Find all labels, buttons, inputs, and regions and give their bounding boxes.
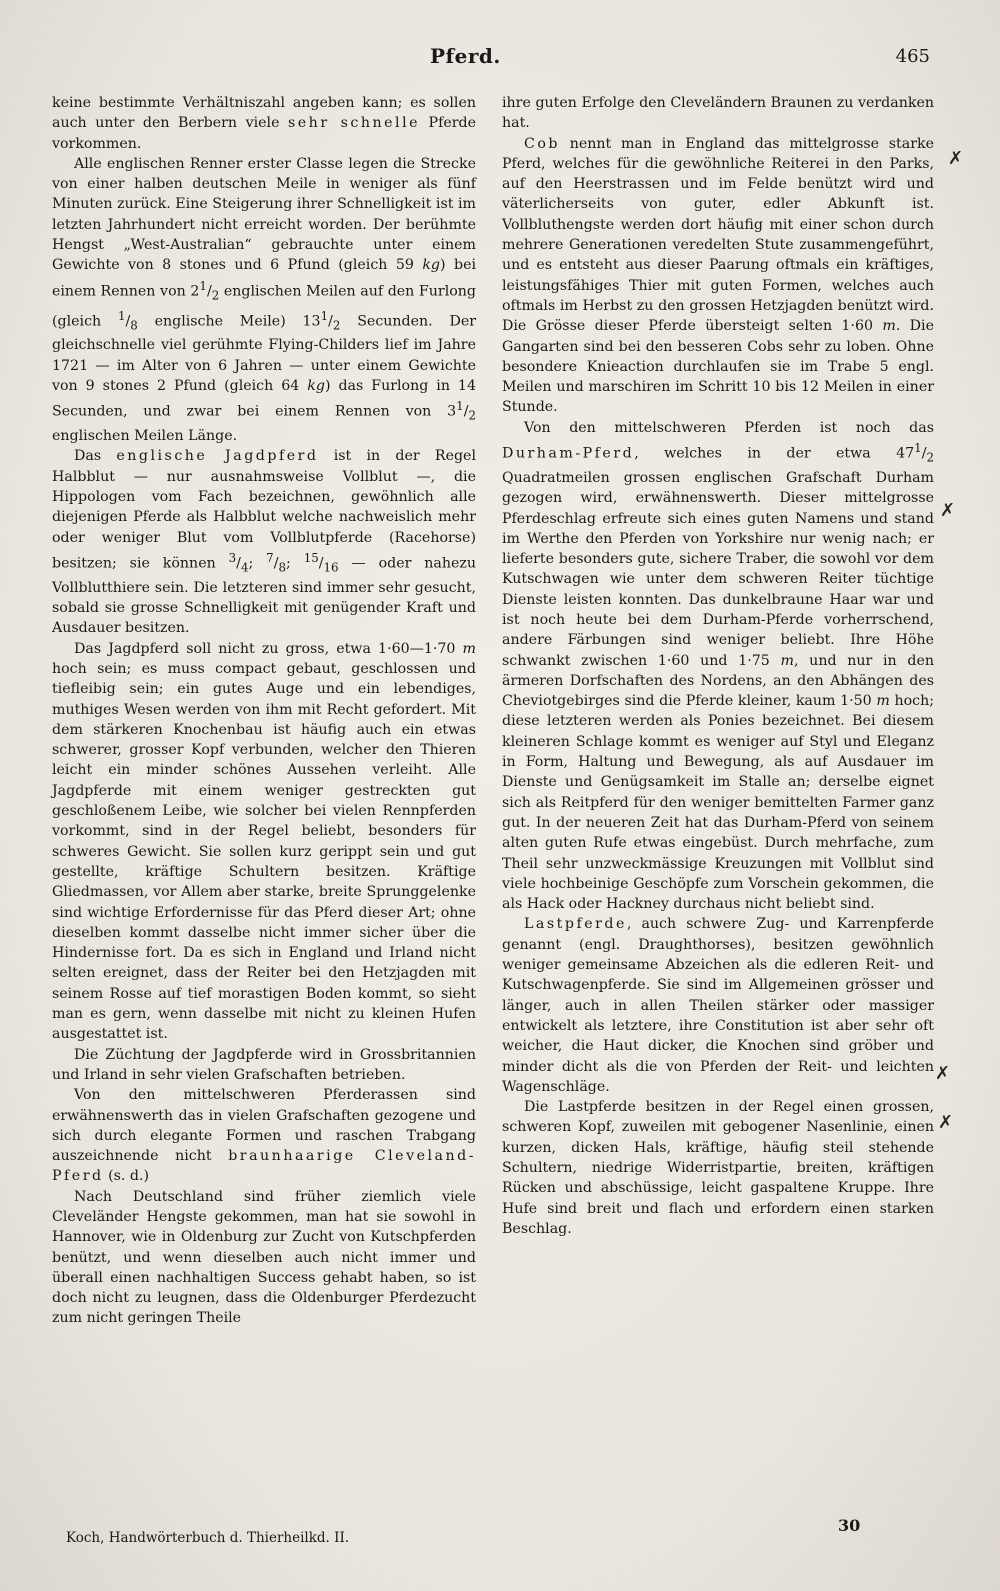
- sheet-number: 30: [838, 1516, 861, 1535]
- paragraph: Lastpferde, auch schwere Zug- und Karrenpferde genannt (engl. Draughthorses), besitzen gewöhnlich weniger gemeinsame Abzeichen als die edleren Reit- und Kutschwagenpferde. Sie sind im Allgemeinen grösser und länger, auch in allen Theilen stärker oder massiger entwickelt als letztere, ihre Constitution ist aber sehr oft weicher, die Haut dicker, die Knochen sind gröber und minder dicht als die von Pferden der Reit- und leichten Wagenschläge.: [502, 916, 934, 1095]
- margin-cross-mark-icon: ✗: [948, 148, 964, 169]
- paragraph: Die Lastpferde besitzen in der Regel einen grossen, schweren Kopf, zuweilen mit gebogener Nasenlinie, einen kurzen, dicken Hals, kräftige, häufig steil stehende Schultern, niedrige Widerristpartie, breiten, kräftigen Rücken und abschüssige, leicht gaspaltene Kruppe. Ihre Hufe sind breit und flach und erfordern einen starken Beschlag.: [502, 1099, 934, 1237]
- left-column: [52, 93, 476, 1329]
- paragraph: Nach Deutschland sind früher ziemlich viele Cleveländer Hengste gekommen, man hat sie sowohl in Hannover, wie in Oldenburg zur Zucht von Kutschpferden benützt, und wenn dieselben auch nicht immer und überall einen nachhaltigen Success gehabt haben, so ist doch nicht zu leugnen, dass die Oldenburger Pferdezucht zum nicht geringen Theile: [52, 1188, 476, 1327]
- margin-cross-mark-icon: ✗: [938, 1112, 954, 1133]
- right-column: [502, 93, 934, 1239]
- page-footer: [0, 1516, 1000, 1556]
- paragraph: Von den mittelschweren Pferderassen sind erwähnenswerth das in vielen Grafschaften gezogene und sich durch elegante Formen und raschen Trabgang auszeichnende nicht braunhaarige Cleveland-Pferd (s. d.): [52, 1087, 476, 1185]
- paragraph: Cob nennt man in England das mittelgrosse starke Pferd, welches für die gewöhnliche Reiterei in den Parks, auf den Heerstrassen und im Felde benützt wird und väterlicherseits von guter, edler Abkunft ist. Vollbluthengste werden dort häufig mit einer schon durch mehrere Generationen veredelten Stute zusammengeführt, und es entsteht aus dieser Paarung oftmals ein kräftiges, leistungsfähiges Thier mit guten Formen, welches auch oftmals im Herbst zu den grossen Hetzjagden benützt wird. Die Grösse dieser Pferde übersteigt selten 1·60 m. Die Gangarten sind bei den besseren Cobs sehr zu loben. Ohne besondere Knieaction durchlaufen sie im Trabe 5 engl. Meilen und marschiren im Schritt 10 bis 12 Meilen in einer Stunde.: [502, 135, 934, 416]
- paragraph: keine bestimmte Verhältniszahl angeben kann; es sollen auch unter den Berbern viele sehr schnelle Pferde vorkommen.: [52, 95, 476, 152]
- paragraph: Die Züchtung der Jagdpferde wird in Grossbritannien und Irland in sehr vielen Grafschaften betrieben.: [52, 1046, 476, 1083]
- margin-cross-mark-icon: ✗: [940, 500, 956, 521]
- paragraph: Von den mittelschweren Pferden ist noch das Durham-Pferd, welches in der etwa $47^1/_2$ Quadratmeilen grossen englischen Grafschaft Durham gezogen wird, erwähnenswerth. Dieser mittelgrosse Pferdeschlag erfreute sich eines guten Namens und stand im Werthe den Pferden von Yorkshire nur wenig nach; er lieferte besonders gute, sichere Traber, die sowohl vor dem Kutschwagen wie unter dem schweren Reiter tüchtige Dienste leisten konnten. Das dunkelbraune Haar war und ist noch heute bei dem Durham-Pferde vorherrschend, andere Färbungen sind weniger beliebt. Ihre Höhe schwankt zwischen 1·60 und 1·75 m, und nur in den ärmeren Dorfschaften des Nordens, an den Abhängen des Cheviotgebirges sind die Pferde kleiner, kaum 1·50 m hoch; diese letzteren werden als Ponies bezeichnet. Bei diesem kleineren Schlage kommt es weniger auf Styl und Eleganz in Form, Haltung und Bewegung, als auf Ausdauer im Dienste und Genügsamkeit im Stalle an; derselbe eignet sich als Reitpferd für den weniger bemittelten Farmer ganz gut. In der neueren Zeit hat das Durham-Pferd von seinem alten guten Rufe etwas eingebüst. Durch mehrfache, zum Theil sehr unzweckmässige Kreuzungen mit Vollblut sind viele hochbeinige Geschöpfe zum Vorschein gekommen, die als Hack oder Hackney durchaus nicht beliebt sind.: [502, 419, 934, 913]
- paragraph: Das Jagdpferd soll nicht zu gross, etwa 1·60—1·70 m hoch sein; es muss compact gebaut, geschlossen und tiefleibig sein; ein gutes Auge und ein lebendiges, muthiges Wesen werden von ihm mit Recht gefordert. Mit dem stärkeren Knochenbau ist häufig auch ein etwas schwerer, grosser Kopf verbunden, welcher den Thieren leicht ein minder schönes Aussehen verleiht. Alle Jagdpferde mit einem weniger gestreckten gut geschloßenem Leibe, wie solcher bei vielen Rennpferden vorkommt, sind in der Regel beliebt, besonders für schweres Gewicht. Sie sollen kurz gerippt sein und gut gestellte, kräftige Schultern besitzen. Kräftige Gliedmassen, vor Allem aber starke, breite Sprunggelenke sind wichtige Erfordernisse für das Pferd dieser Art; ohne dieselben kommt dasselbe nicht immer sicher über die Hindernisse fort. Da es sich in England und Irland nicht selten ereignet, dass der Reiter bei den Hetzjagden mit seinem Rosse auf tief morastigen Boden kommt, so sieht man es gern, wenn dasselbe mit nicht zu kleinen Hufen ausgestattet ist.: [52, 640, 476, 1043]
- paragraph: ihre guten Erfolge den Cleveländern Braunen zu verdanken hat.: [502, 95, 934, 132]
- paragraph: Alle englischen Renner erster Classe legen die Strecke von einer halben deutschen Meile in weniger als fünf Minuten zurück. Eine Steigerung ihrer Schnelligkeit ist im letzten Jahrhundert nicht erreicht worden. Der berühmte Hengst „West-Australian“ gebrauchte unter einem Gewichte von 8 stones und 6 Pfund (gleich 59 kg) bei einem Rennen von $2^1/_2$ englischen Meilen auf den Furlong (gleich $^1/_8$ englische Meile) $13^1/_2$ Secunden. Der gleichschnelle viel gerühmte Flying-Childers lief im Jahre 1721 — im Alter von 6 Jahren — unter einem Gewichte von 9 stones 2 Pfund (gleich 64 kg) das Furlong in 14 Secunden, und zwar bei einem Rennen von $3^1/_2$ englischen Meilen Länge.: [52, 155, 477, 445]
- running-title: Pferd.: [430, 44, 501, 68]
- margin-cross-mark-icon: ✗: [935, 1063, 951, 1084]
- page-number: 465: [895, 46, 930, 67]
- paragraph: Das englische Jagdpferd ist in der Regel Halbblut — nur ausnahmsweise Vollblut —, die Hippologen vom Fach bezeichnen, gewöhnlich alle diejenigen Pferde als Halbblut welche nachweislich mehr oder weniger Blut vom Vollblutpferde (Racehorse) besitzen; sie können $^3/_4$; $^7/_8$; $^{15}/_{16}$ — oder nahezu Vollblutthiere sein. Die letzteren sind immer sehr gesucht, sobald sie grosse Schnelligkeit mit genügender Kraft und Ausdauer besitzen.: [52, 448, 477, 637]
- source-line: Koch, Handwörterbuch d. Thierheilkd. II.: [66, 1530, 350, 1546]
- page-header: [0, 44, 1000, 74]
